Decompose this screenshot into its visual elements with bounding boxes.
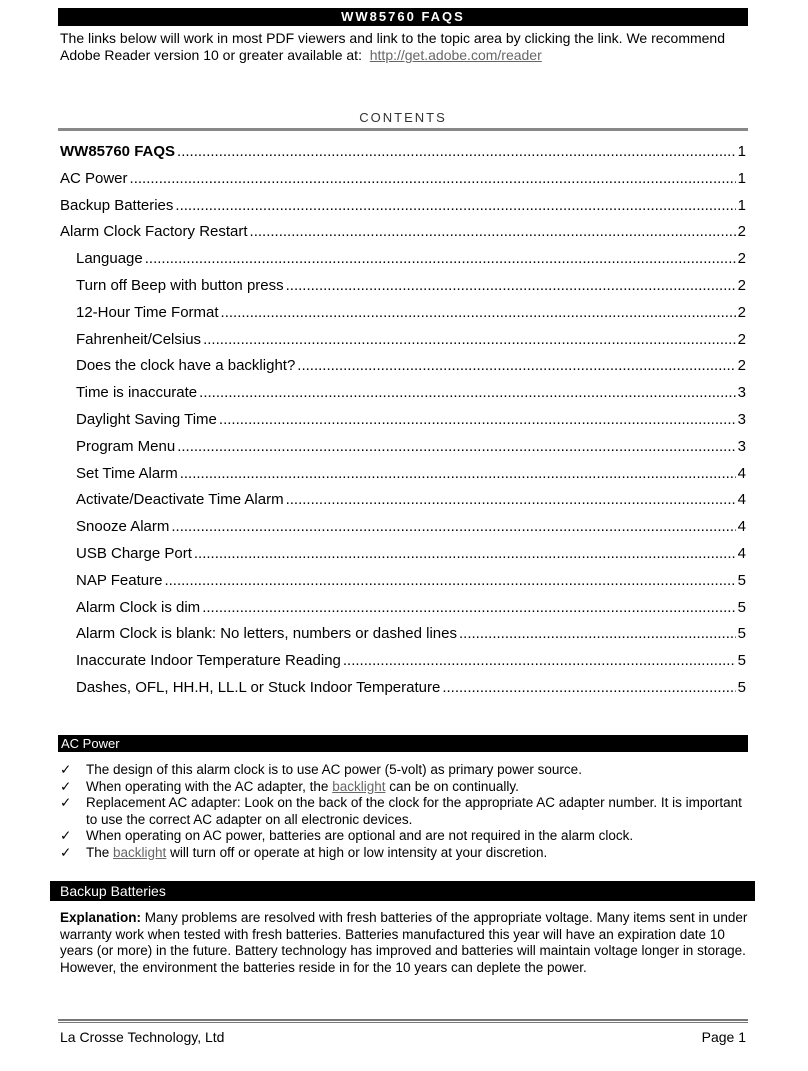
toc-dot-leader: [219, 411, 736, 428]
toc-entry[interactable]: [60, 599, 746, 626]
toc-entry-page: 5: [737, 652, 746, 670]
toc-entry-page: 5: [737, 678, 746, 696]
checkmark-icon: ✓: [60, 844, 72, 860]
toc-entry[interactable]: [60, 411, 746, 438]
intro-paragraph: [60, 30, 750, 64]
checkmark-icon: ✓: [60, 795, 72, 810]
toc-entry[interactable]: [60, 465, 746, 492]
list-item: [60, 779, 750, 796]
toc-entry-title: Program Menu: [76, 437, 176, 455]
intro-text: The links below will work in most PDF viewers and link to the topic area by clicking the link. We recommend Adobe Reader version 10 or greater available at:: [60, 30, 725, 63]
toc-dot-leader: [250, 223, 736, 240]
toc-entry[interactable]: [60, 518, 746, 545]
toc-entry-page: 5: [737, 598, 746, 616]
toc-entry-title: Dashes, OFL, HH.H, LL.L or Stuck Indoor Temperature: [76, 678, 441, 696]
contents-heading: CONTENTS: [359, 110, 447, 125]
toc-entry[interactable]: [60, 679, 746, 706]
toc-dot-leader: [180, 465, 736, 482]
toc-entry-page: 2: [737, 303, 746, 321]
toc-dot-leader: [177, 438, 735, 455]
toc-dot-leader: [459, 625, 736, 642]
toc-entry-title: Turn off Beep with button press: [76, 276, 284, 294]
toc-entry-title: Backup Batteries: [60, 196, 174, 214]
backup-batteries-explanation: [60, 910, 750, 976]
toc-entry[interactable]: [60, 143, 746, 170]
backlight-link[interactable]: backlight: [332, 778, 386, 794]
toc-entry-page: 4: [737, 464, 746, 482]
list-item: [60, 762, 750, 779]
toc-entry[interactable]: [60, 223, 746, 250]
toc-dot-leader: [343, 652, 736, 669]
explanation-label: Explanation:: [60, 910, 142, 925]
toc-entry-title: Daylight Saving Time: [76, 410, 217, 428]
toc-entry[interactable]: [60, 277, 746, 304]
bullet-text-part: When operating with the AC adapter, the: [86, 778, 329, 794]
toc-entry-title: Snooze Alarm: [76, 518, 170, 536]
toc-entry[interactable]: [60, 384, 746, 411]
list-item: [60, 795, 750, 828]
toc-entry-page: 1: [737, 169, 746, 187]
toc-dot-leader: [130, 170, 736, 187]
toc-entry-page: 2: [737, 276, 746, 294]
toc-entry[interactable]: [60, 357, 746, 384]
toc-entry-page: 4: [737, 491, 746, 509]
toc-dot-leader: [221, 304, 736, 321]
toc-dot-leader: [164, 572, 735, 589]
bullet-text: When operating on AC power, batteries are optional and are not required in the alarm clock.: [86, 828, 634, 843]
ac-power-heading: AC Power: [61, 736, 120, 751]
toc-entry-page: 2: [737, 223, 746, 241]
adobe-reader-link[interactable]: http://get.adobe.com/reader: [369, 47, 542, 63]
toc-dot-leader: [145, 250, 736, 267]
toc-entry[interactable]: [60, 331, 746, 358]
toc-dot-leader: [202, 599, 735, 616]
toc-entry-title: AC Power: [60, 169, 128, 187]
contents-divider: [58, 128, 748, 131]
toc-entry-page: 4: [737, 544, 746, 562]
toc-entry-title: Alarm Clock is dim: [76, 598, 201, 616]
bullet-text-part: will turn off or operate at high or low intensity at your discretion.: [170, 844, 548, 860]
toc-entry[interactable]: [60, 491, 746, 518]
bullet-text: The design of this alarm clock is to use AC power (5-volt) as primary power source.: [86, 762, 582, 777]
bullet-text: [86, 845, 547, 862]
toc-entry[interactable]: [60, 652, 746, 679]
bullet-text: [86, 779, 519, 796]
document-title-bar: [58, 8, 748, 26]
toc-entry-page: 5: [737, 571, 746, 589]
toc-entry-page: 1: [737, 196, 746, 214]
footer-company: La Crosse Technology, Ltd: [60, 1029, 225, 1045]
toc-dot-leader: [177, 143, 736, 160]
toc-entry-title: Set Time Alarm: [76, 464, 178, 482]
bullet-text-part: The: [86, 844, 110, 860]
toc-entry-page: 2: [737, 357, 746, 375]
toc-entry-title: Does the clock have a backlight?: [76, 357, 296, 375]
toc-entry-title: Alarm Clock is blank: No letters, numbers or dashed lines: [76, 625, 457, 643]
toc-entry[interactable]: [60, 250, 746, 277]
toc-entry-title: NAP Feature: [76, 571, 163, 589]
toc-dot-leader: [442, 679, 735, 696]
toc-entry-page: 5: [737, 625, 746, 643]
toc-entry-title: Language: [76, 250, 143, 268]
list-item: [60, 845, 750, 862]
toc-entry-page: 1: [737, 143, 746, 160]
bullet-text: Replacement AC adapter: Look on the back of the clock for the appropriate AC adapter number. It is important to use the correct AC adapter on all electronic devices.: [86, 795, 742, 827]
document-title: WW85760 FAQS: [341, 9, 465, 24]
toc-entry-title: Activate/Deactivate Time Alarm: [76, 491, 284, 509]
toc-entry-page: 3: [737, 410, 746, 428]
toc-entry-title: WW85760 FAQS: [60, 143, 176, 160]
toc-dot-leader: [297, 357, 735, 374]
toc-dot-leader: [203, 331, 736, 348]
backlight-link[interactable]: backlight: [113, 844, 167, 860]
footer-page-number: Page 1: [701, 1029, 746, 1045]
checkmark-icon: ✓: [60, 778, 72, 794]
toc-entry-title: USB Charge Port: [76, 544, 192, 562]
ac-power-bullets: [60, 762, 750, 861]
bullet-text-part: can be on continually.: [389, 778, 519, 794]
toc-dot-leader: [286, 277, 736, 294]
backup-batteries-heading-bar: [50, 881, 755, 901]
explanation-text: Many problems are resolved with fresh batteries of the appropriate voltage. Many items sent in under warranty work when tested with fresh batteries. Batteries manufactured this year will have an expiration date 10 years (or more) in the future. Battery technology has improved and batteries will maintain voltage longer in storage. However, the environment the batteries reside in for the 10 years can deplete the power.: [60, 910, 748, 975]
toc-entry-title: Fahrenheit/Celsius: [76, 330, 202, 348]
checkmark-icon: ✓: [60, 828, 72, 843]
table-of-contents: [60, 143, 746, 706]
toc-entry-page: 3: [737, 437, 746, 455]
toc-dot-leader: [171, 518, 735, 535]
toc-entry[interactable]: [60, 625, 746, 652]
list-item: [60, 828, 750, 845]
toc-dot-leader: [194, 545, 736, 562]
backup-batteries-heading: Backup Batteries: [60, 883, 166, 899]
toc-entry-page: 4: [737, 518, 746, 536]
toc-dot-leader: [175, 197, 735, 214]
toc-entry[interactable]: [60, 197, 746, 224]
toc-entry-title: 12-Hour Time Format: [76, 303, 219, 321]
toc-dot-leader: [286, 491, 736, 508]
page-footer: [60, 1029, 746, 1045]
ac-power-heading-bar: [58, 735, 748, 752]
toc-entry-page: 2: [737, 330, 746, 348]
toc-entry[interactable]: [60, 304, 746, 331]
toc-entry[interactable]: [60, 545, 746, 572]
toc-entry-title: Inaccurate Indoor Temperature Reading: [76, 652, 341, 670]
toc-entry[interactable]: [60, 170, 746, 197]
toc-entry-title: Alarm Clock Factory Restart: [60, 223, 248, 241]
toc-entry-page: 2: [737, 250, 746, 268]
toc-entry[interactable]: [60, 438, 746, 465]
checkmark-icon: ✓: [60, 762, 72, 777]
toc-entry-page: 3: [737, 384, 746, 402]
toc-entry-title: Time is inaccurate: [76, 384, 198, 402]
toc-entry[interactable]: [60, 572, 746, 599]
footer-divider: [58, 1019, 748, 1023]
toc-dot-leader: [199, 384, 736, 401]
